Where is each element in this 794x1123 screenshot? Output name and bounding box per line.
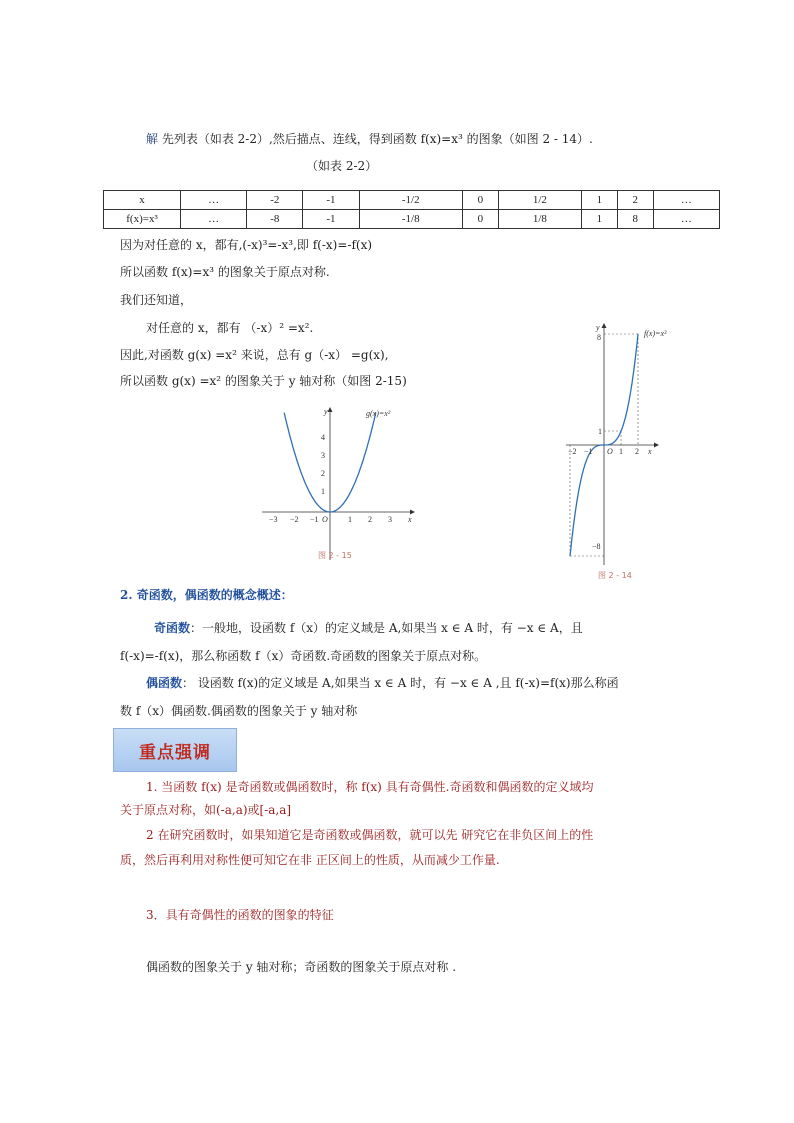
table-cell: 1 xyxy=(581,191,617,210)
intro-text: 先列表（如表 2-2）,然后描点、连线，得到函数 f(x)=x³ 的图象（如图 2 - 14）. xyxy=(161,132,593,146)
table-cell: 2 xyxy=(617,191,653,210)
table-cell: -8 xyxy=(247,210,303,229)
odd-text: ：一般地，设函数 f（x）的定义域是 A,如果当 x ∈ A 时，有 −x ∈ A，且 xyxy=(190,621,583,635)
even-line-2: 数 f（x）偶函数.偶函数的图象关于 y 轴对称 xyxy=(120,704,358,718)
x-tick: −1 xyxy=(584,447,593,456)
x-tick: −2 xyxy=(568,447,577,456)
body-line: 我们还知道， xyxy=(120,293,193,307)
parabola-figure xyxy=(258,400,418,562)
body-line: 因为对任意的 x，都有,(-x)³=-x³,即 f(-x)=-f(x) xyxy=(120,238,373,252)
body-line: 所以函数 g(x) =x² 的图象关于 y 轴对称（如图 2-15) xyxy=(120,374,407,388)
odd-term: 奇函数 xyxy=(154,621,191,635)
table-cell: x xyxy=(104,191,181,210)
x-tick: −2 xyxy=(290,515,299,524)
table-cell: … xyxy=(181,191,247,210)
section3-heading: 3．具有奇偶性的函数的图象的特征 xyxy=(146,908,334,922)
y-axis-label: y xyxy=(324,407,328,416)
table-cell: 1/8 xyxy=(498,210,581,229)
table-row xyxy=(104,191,720,210)
table-cell: … xyxy=(653,191,719,210)
emphasis-banner: 重点强调 xyxy=(113,728,237,772)
x-tick: −1 xyxy=(310,515,319,524)
table-caption: （如表 2-2） xyxy=(306,159,378,173)
x-tick: 2 xyxy=(368,515,372,524)
table-cell: -1 xyxy=(303,210,359,229)
intro-line xyxy=(146,130,593,147)
y-axis-label: y xyxy=(596,323,600,332)
y-tick: 3 xyxy=(321,451,325,460)
table-cell: … xyxy=(181,210,247,229)
origin-label: O xyxy=(322,515,328,524)
y-tick: −8 xyxy=(592,542,601,551)
x-arrow-icon xyxy=(654,443,659,448)
table-cell: 0 xyxy=(462,191,498,210)
cubic-figure xyxy=(562,320,674,585)
body-line: 所以函数 f(x)=x³ 的图象关于原点对称. xyxy=(120,265,330,279)
x-tick: 1 xyxy=(348,515,352,524)
odd-line-2: f(-x)=-f(x)，那么称函数 f（x）奇函数.奇函数的图象关于原点对称。 xyxy=(120,649,487,663)
body-line: 对任意的 x，都有 （-x）² =x². xyxy=(146,321,314,335)
emphasis-point-1-cont: 关于原点对称，如(-a,a)或[-a,a] xyxy=(120,803,292,817)
y-tick: 1 xyxy=(598,427,602,436)
figure-caption: 图 2 - 15 xyxy=(318,551,352,560)
table-cell: 1/2 xyxy=(498,191,581,210)
table-cell: -2 xyxy=(247,191,303,210)
table-cell: f(x)=x³ xyxy=(104,210,181,229)
emphasis-point-1: 1. 当函数 f(x) 是奇函数或偶函数时，称 f(x) 具有奇偶性.奇函数和偶函数的定义域均 xyxy=(146,780,594,794)
even-definition xyxy=(146,674,619,691)
body-line: 因此,对函数 g(x) =x² 来说，总有 g（-x） =g(x), xyxy=(120,348,389,362)
y-arrow-icon xyxy=(602,323,607,328)
y-arrow-icon xyxy=(328,407,333,412)
table-cell: -1/8 xyxy=(359,210,462,229)
table-cell: … xyxy=(653,210,719,229)
x-axis-label: x xyxy=(648,447,652,456)
x-tick: −3 xyxy=(269,515,278,524)
x-tick: 3 xyxy=(388,515,392,524)
y-tick: 8 xyxy=(597,333,601,342)
table-cell: 8 xyxy=(617,210,653,229)
table-row xyxy=(104,210,720,229)
function-label: f(x)=x³ xyxy=(644,329,667,338)
y-tick: 2 xyxy=(321,469,325,478)
jie-label: 解 xyxy=(146,132,159,146)
even-term: 偶函数 xyxy=(146,676,183,690)
y-ticks xyxy=(321,433,325,496)
even-text: ： 设函数 f(x)的定义域是 A,如果当 x ∈ A 时，有 −x ∈ A ,且 f(-x)=f(x)那么称函 xyxy=(182,676,619,690)
emphasis-point-2-cont: 质，然后再利用对称性便可知它在非 正区间上的性质，从而减少工作量. xyxy=(120,853,500,867)
x-tick: 1 xyxy=(619,447,623,456)
y-tick: 1 xyxy=(321,487,325,496)
figure-caption: 图 2 - 14 xyxy=(598,571,632,580)
x-tick: 2 xyxy=(635,447,639,456)
table-cell: 0 xyxy=(462,210,498,229)
origin-label: O xyxy=(607,447,613,456)
y-tick: 4 xyxy=(321,433,325,442)
emphasis-point-2: 2 在研究函数时，如果知道它是奇函数或偶函数，就可以先 研究它在非负区间上的性 xyxy=(146,828,594,842)
section3-text: 偶函数的图象关于 y 轴对称；奇函数的图象关于原点对称 . xyxy=(146,960,457,974)
value-table xyxy=(103,190,720,229)
table-cell: -1 xyxy=(303,191,359,210)
section-heading: 2. 奇函数，偶函数的概念概述： xyxy=(120,588,293,602)
table-cell: -1/2 xyxy=(359,191,462,210)
x-arrow-icon xyxy=(410,510,415,515)
odd-definition xyxy=(154,619,583,636)
x-axis-label: x xyxy=(408,515,412,524)
function-label: g(x)=x² xyxy=(366,409,391,418)
table-cell: 1 xyxy=(581,210,617,229)
x-ticks xyxy=(269,515,392,524)
